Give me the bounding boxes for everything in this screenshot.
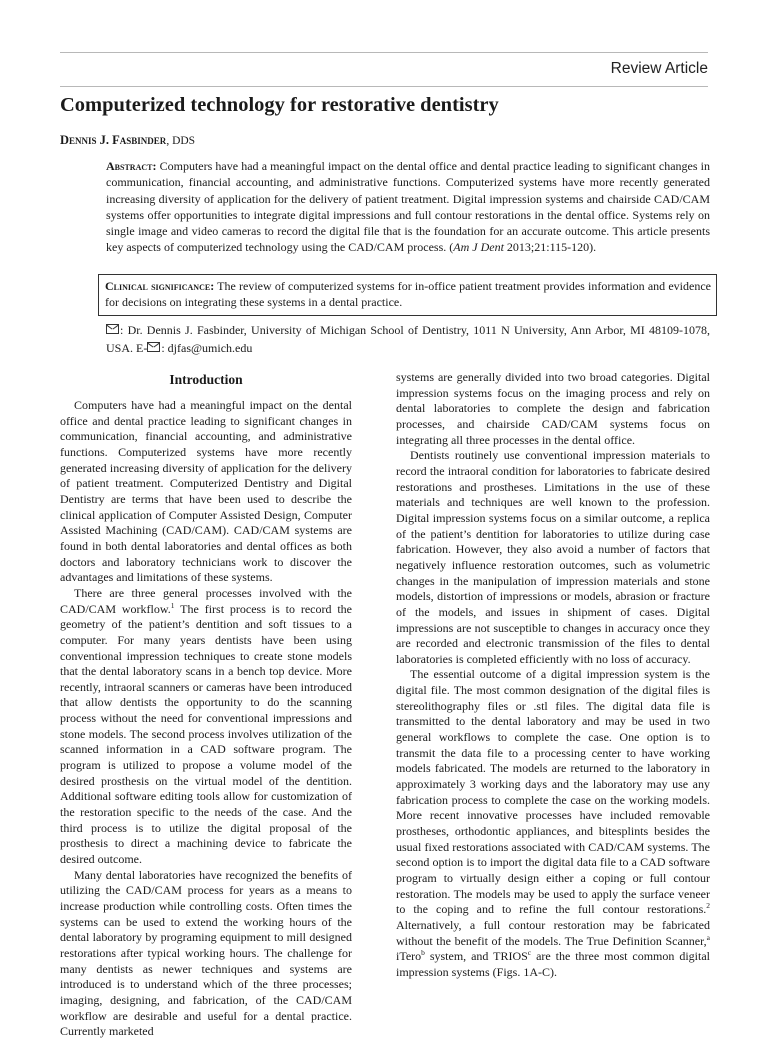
header-rule-bottom — [60, 86, 708, 87]
abstract-citation-rest: 2013;21:115-120). — [503, 240, 597, 255]
header-rule-top — [60, 52, 708, 53]
reference-marker[interactable]: 1 — [170, 600, 175, 610]
article-title: Computerized technology for restorative dentistry — [60, 94, 499, 116]
correspondence-email[interactable]: : djfas@umich.edu — [161, 340, 253, 355]
correspondence — [106, 322, 710, 357]
correspondence-address: : Dr. Dennis J. Fasbinder, University of Michigan School of Dentistry, 1011 N University, Ann Arbor, MI 48109-1078, USA. E- — [106, 323, 710, 355]
section-label: Review Article — [610, 60, 708, 77]
abstract — [106, 158, 710, 256]
body-column-right — [396, 370, 710, 981]
paragraph: The essential outcome of a digital impression system is the digital file. The most common designation of the digital files is stereolithography files or .stl files. The digital data file is transmitted to the dental laboratory and may be used in two general workflows to complete the case. One option is to transmit the data file to a processing center to have working models fabricated. The models are returned to the laboratory in approximately 3 working days and the laboratory may use any fabrication process to complete the case on the working models. More recent innovative processes have included removable prostheses, orthodontic appliances, and bitesplints besides the usual fixed restorations associated with CAD/CAM systems. The second option is to import the digital data file to a CAD software program to virtually design either a coping or full contour restoration. The models may be used to apply the surface veneer to the coping and to refine the full contour restorations.$^2$ Alternatively, a full contour restoration may be fabricated without the benefit of the models. The True Definition Scanner,$^a$ iTero$^b$ system, and TRIOS$^c$ are the three most common digital impression systems (Figs. 1A-C). — [396, 667, 710, 979]
envelope-icon — [147, 342, 160, 352]
clinical-significance-label: Clinical significance: — [105, 279, 215, 293]
footnote-marker: a — [706, 932, 710, 942]
paragraph: There are three general processes involved with the CAD/CAM workflow.$^1$ The first process is to record the geometry of the patient’s dentition and soft tissues to a computer. For many years dentists have been using conventional impression techniques to create stone models that the dental laboratory scans in a bench top device. More recently, intraoral scanners or cameras have been introduced that allow dentists the opportunity to do the scanning process without the need for conventional impressions and stone models. The second process involves utilization of the scanned information in a CAD software program. The program is utilized to propose a volume model of the desired prosthesis on the virtual model of the dentition. Additional software editing tools allow for customization of the restoration specific to the needs of the case. And the third process is to utilize the digital proposal of the prosthesis to direct a machining device to fabricate the desired outcome. — [60, 585, 352, 867]
abstract-text: Computers have had a meaningful impact on the dental office and dental practice leading to significant changes in communication, financial accounting, and administrative functions. Computerized systems have more recently generated increasing diversity of application for the delivery of patient treatment. Digital impression systems and chairside CAD/CAM systems offer opportunities to integrate digital impressions and full contour restorations in the dental office. Systems rely on single image and video cameras to record the digital file that is the foundation for an accurate outcome. This article presents key aspects of computerized technology using the CAD/CAM process. ( — [106, 159, 711, 255]
clinical-significance-text: The review of computerized systems for in-office patient treatment provides information and evidence for decisions on integrating these systems in a dental practice. — [105, 279, 711, 310]
envelope-icon — [106, 324, 119, 334]
body-column-left — [60, 372, 352, 1040]
abstract-citation-journal: Am J Dent — [453, 240, 504, 255]
paragraph: systems are generally divided into two broad categories. Digital impression systems focus on the imaging process and rely on dental laboratories to complete the design and fabrication processes, and chairside CAD/CAM systems focus on integrating all three processes in the dental office. — [396, 370, 710, 447]
paragraph: Dentists routinely use conventional impression materials to record the intraoral condition for laboratories to fabricate desired restorations and prostheses. Limitations in the use of these materials and techniques are well known to the profession. Digital impression systems focus on a similar outcome, a replica of the patient’s dentition for laboratories to utilize during case fabrication. However, they also avoid a number of factors that negatively influence restoration outcomes, such as volumetric changes in the manipulation of impression materials and stone models, distortion of impressions or models, abrasion or fracture of the models, and issues in shipment of cases. Digital impressions are not susceptible to changes in accuracy once they are recorded and electronic transmission of the files to dental laboratories is completed efficiently with no loss of accuracy. — [396, 448, 710, 666]
footnote-marker: c — [527, 948, 532, 958]
paragraph: Computers have had a meaningful impact on the dental office and dental practice leading to significant changes in communication, financial accounting, and administrative functions. Computerized systems have more recently generated increasing diversity of application for the delivery of patient treatment. Computerized Dentistry and Digital Dentistry are terms that have been used to describe the clinical application of Computer Assisted Design, Computer Assisted Machining (CAD/CAM). CAD/CAM systems are found in both dental laboratories and dental offices as both doctors and laboratory technicians work to discover the advantages and limitations of these systems. — [60, 398, 352, 585]
paragraph: Many dental laboratories have recognized the benefits of utilizing the CAD/CAM process for years as a means to increase production while controlling costs. Often times the systems can be used to extend the working hours of the dental laboratory by programing equipment to mill designed restorations after typical working hours. The challenge for many dentists as newer techniques and systems are introduced is to understand which of the three processes; imaging, designing, and fabrication, of the CAD/CAM workflow are desirable and useful for a dental practice. Currently marketed — [60, 867, 352, 1039]
author-degree: , DDS — [166, 135, 196, 147]
footnote-marker: b — [421, 948, 425, 958]
reference-marker[interactable]: 2 — [706, 901, 710, 911]
author-line — [60, 132, 195, 149]
section-heading-introduction: Introduction — [169, 372, 243, 387]
abstract-label: Abstract: — [106, 159, 157, 173]
author-name: Dennis J. Fasbinder — [60, 133, 167, 147]
clinical-significance-box — [98, 274, 717, 316]
